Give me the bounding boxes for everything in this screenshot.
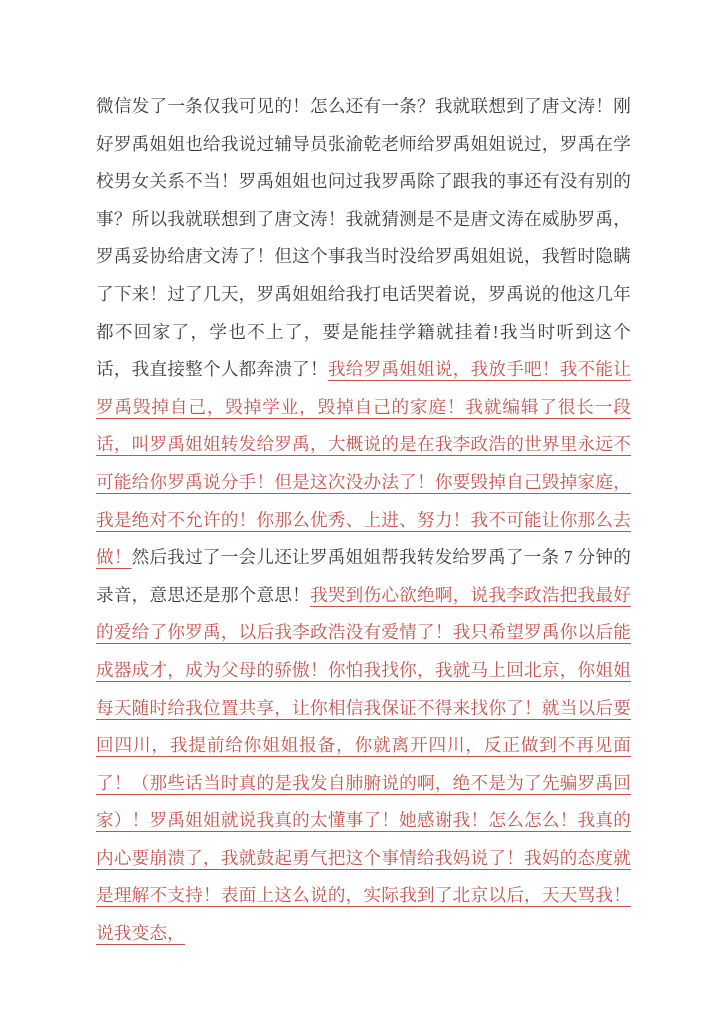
text-segment-black: 然后我过了一会儿还让罗禹姐姐帮我转发给罗禹了一条 7 分钟的录音，意思还是那个意思！	[96, 547, 631, 605]
text-segment-red-underlined: 我哭到伤心欲绝啊，说我李政浩把我最好的爱给了你罗禹，以后我李政浩没有爱情了！我只希望罗禹你以后能成器成才，成为父母的骄傲！你怕我找你，我就马上回北京，你姐姐每天随时给我位置共享，让你相信我保证不得来找你了！就当以后要回四川，我提前给你姐姐报备，你就离开四川，反正做到不再见面了！（那些话当时真的是我发自肺腑说的啊，绝不是为了先骗罗禹回家）！罗禹姐姐就说我真的太懂事了！她感谢我！怎么怎么！我真的内心要崩溃了，我就鼓起勇气把这个事情给我妈说了！我妈的态度就是理解不支持！表面上这么说的，实际我到了北京以后，天天骂我！说我变态，	[96, 584, 631, 944]
document-body-text	[96, 88, 631, 953]
text-segment-red-underlined: 我给罗禹姐姐说，我放手吧！我不能让罗禹毁掉自己，毁掉学业，毁掉自己的家庭！我就编辑了很长一段话，叫罗禹姐姐转发给罗禹，大概说的是在我李政浩的世界里永远不可能给你罗禹说分手！但是这次没办法了！你要毁掉自己毁掉家庭，我是绝对不允许的！你那么优秀、上进、努力！我不可能让你那么去做！	[96, 359, 632, 568]
text-segment-black: 微信发了一条仅我可见的！怎么还有一条？我就联想到了唐文涛！刚好罗禹姐姐也给我说过辅导员张渝乾老师给罗禹姐姐说过，罗禹在学校男女关系不当！罗禹姐姐也问过我罗禹除了跟我的事还有没有别的事？所以我就联想到了唐文涛！我就猜测是不是唐文涛在威胁罗禹，罗禹妥协给唐文涛了！但这个事我当时没给罗禹姐姐说，我暂时隐瞒了下来！过了几天，罗禹姐姐给我打电话哭着说，罗禹说的他这几年都不回家了，学也不上了，要是能挂学籍就挂着!我当时听到这个话，我直接整个人都奔溃了！	[96, 96, 631, 380]
